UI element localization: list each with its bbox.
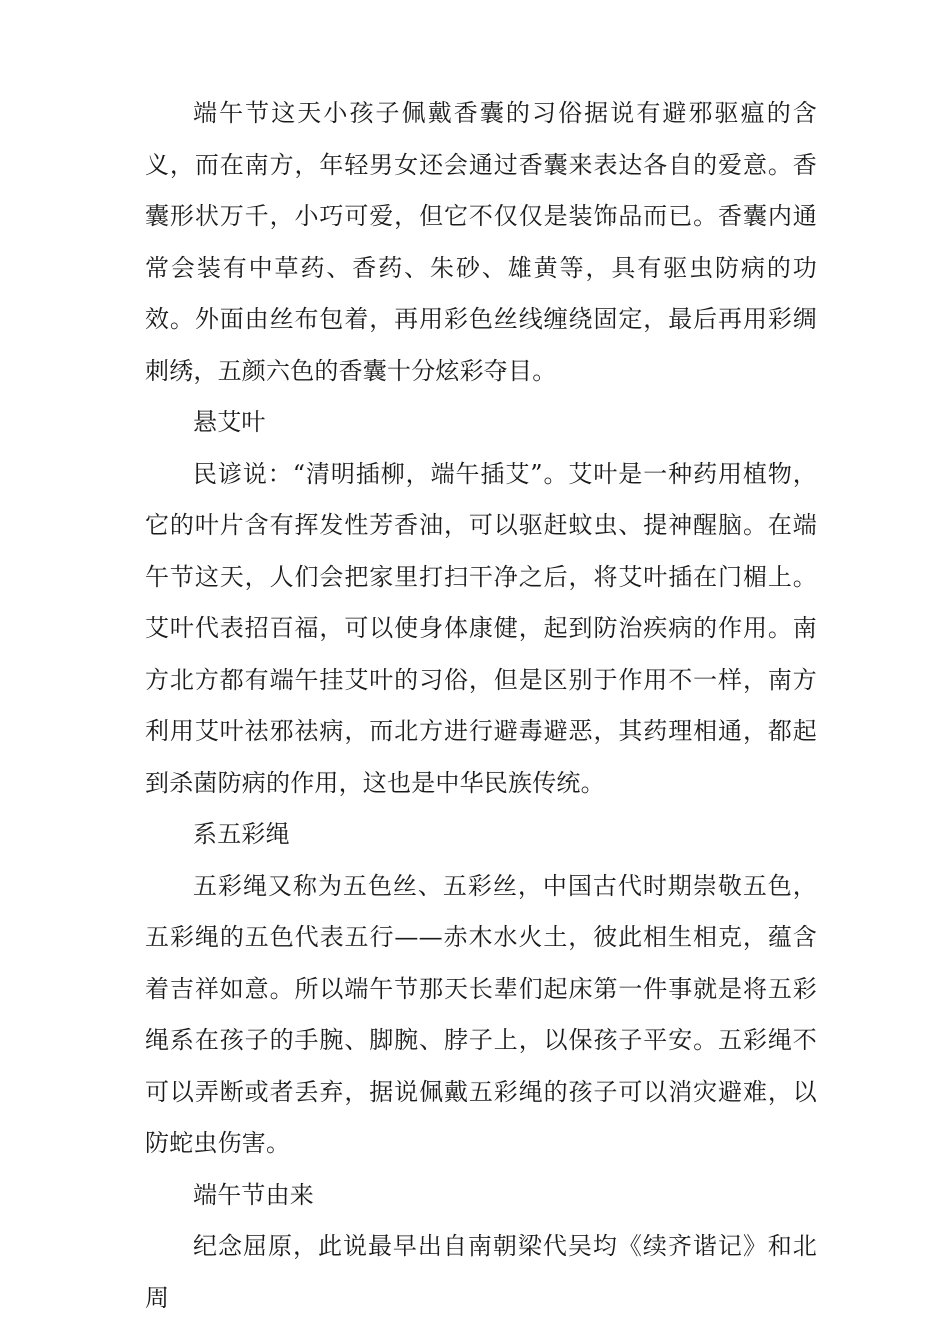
heading-wucaisheng: 系五彩绳 (193, 820, 290, 848)
paragraph-aiye: 民谚说：“清明插柳，端午插艾”。艾叶是一种药用植物，它的叶片含有挥发性芳香油，可以驱赶蚊虫、提神醒脑。在端午节这天，人们会把家里打扫干净之后，将艾叶插在门楣上。艾叶代表招百福，可以使身体康健，起到防治疾病的作用。南方北方都有端午挂艾叶的习俗，但是区别于作用不一样，南方利用艾叶祛邪祛病，而北方进行避毒避恶，其药理相通，都起到杀菌防病的作用，这也是中华民族传统。 (145, 459, 817, 797)
paragraph-xiangnang: 端午节这天小孩子佩戴香囊的习俗据说有避邪驱瘟的含义，而在南方，年轻男女还会通过香囊来表达各自的爱意。香囊形状万千，小巧可爱，但它不仅仅是装饰品而已。香囊内通常会装有中草药、香药、朱砂、雄黄等，具有驱虫防病的功效。外面由丝布包着，再用彩色丝线缠绕固定，最后再用彩绸刺绣，五颜六色的香囊十分炫彩夺目。 (145, 99, 817, 385)
heading-duanwu-origin: 端午节由来 (193, 1180, 314, 1209)
heading-xuan-aiye: 悬艾叶 (193, 408, 266, 436)
paragraph-quyuan: 纪念屈原，此说最早出自南朝梁代吴均《续齐谐记》和北周 (145, 1232, 817, 1312)
document-body (145, 88, 817, 1324)
paragraph-wucaisheng: 五彩绳又称为五色丝、五彩丝，中国古代时期崇敬五色，五彩绳的五色代表五行——赤木水火土，彼此相生相克，蕴含着吉祥如意。所以端午节那天长辈们起床第一件事就是将五彩绳系在孩子的手腕、脚腕、脖子上，以保孩子平安。五彩绳不可以弄断或者丢弃，据说佩戴五彩绳的孩子可以消灾避难，以防蛇虫伤害。 (145, 871, 817, 1157)
